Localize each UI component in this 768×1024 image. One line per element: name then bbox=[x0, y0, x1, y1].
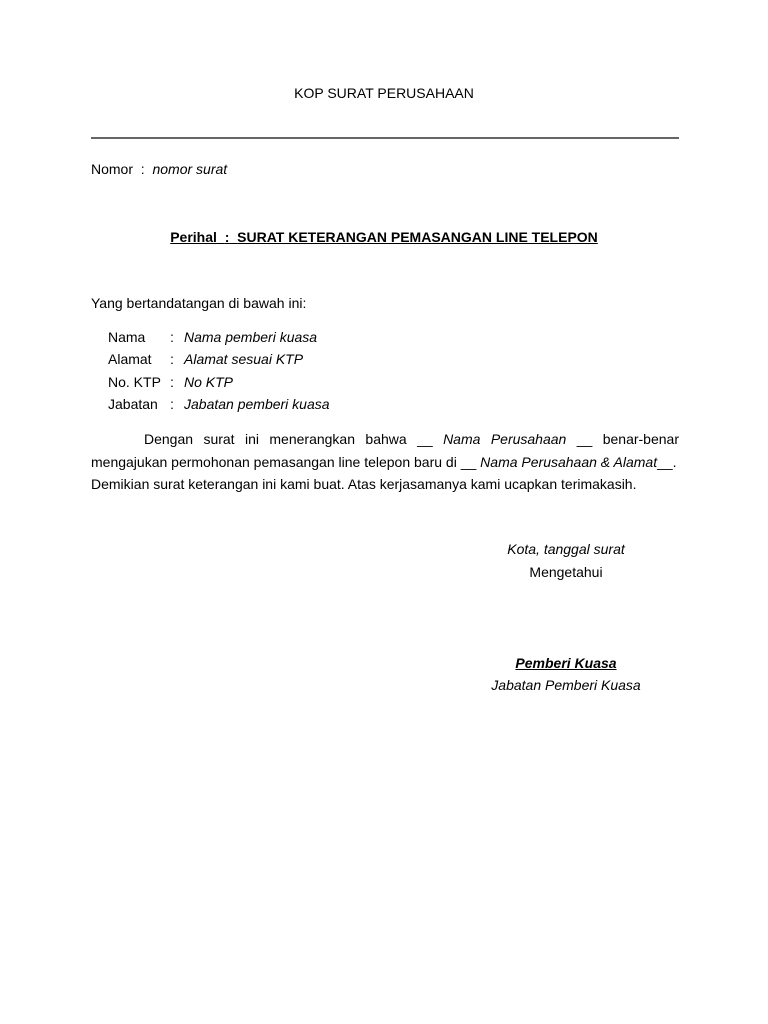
signatory-title: Jabatan Pemberi Kuasa bbox=[491, 677, 641, 693]
letter-number-label: Nomor bbox=[91, 161, 134, 177]
detail-colon: : bbox=[170, 351, 174, 367]
detail-label-nama: Nama bbox=[108, 329, 146, 345]
detail-colon: : bbox=[170, 396, 174, 412]
body-text: __. bbox=[657, 453, 677, 470]
detail-value-nama: Nama pemberi kuasa bbox=[184, 329, 318, 345]
letter-subject bbox=[0, 230, 768, 244]
detail-value-alamat: Alamat sesuai KTP bbox=[184, 351, 304, 367]
detail-value-ktp: No KTP bbox=[184, 374, 234, 390]
letterhead-title: KOP SURAT PERUSAHAAN bbox=[294, 85, 474, 101]
company-name-placeholder: Nama Perusahaan bbox=[443, 431, 567, 447]
acknowledge-label: Mengetahui bbox=[529, 564, 603, 580]
letter-subject-label: Perihal bbox=[170, 229, 217, 245]
body-line-1 bbox=[91, 428, 679, 451]
detail-label-ktp: No. KTP bbox=[108, 374, 161, 390]
body-line-3: Demikian surat keterangan ini kami buat. Atas kerjasamanya kami ucapkan terimakasih. bbox=[91, 476, 637, 492]
letter-subject-colon: : bbox=[224, 229, 230, 245]
body-line-2 bbox=[91, 451, 679, 474]
letter-subject-value: SURAT KETERANGAN PEMASANGAN LINE TELEPON bbox=[237, 229, 598, 245]
signatory-name: Pemberi Kuasa bbox=[515, 655, 617, 671]
intro-text: Yang bertandatangan di bawah ini: bbox=[91, 295, 307, 311]
letterhead-divider bbox=[91, 137, 679, 139]
letter-number bbox=[91, 162, 227, 176]
body-text: Dengan surat ini menerangkan bahwa __ bbox=[144, 431, 444, 447]
detail-label-jabatan: Jabatan bbox=[108, 396, 158, 412]
company-address-placeholder: Nama Perusahaan & Alamat bbox=[480, 453, 658, 470]
body-paragraph bbox=[91, 428, 679, 496]
letter-number-colon: : bbox=[140, 161, 145, 177]
place-date: Kota, tanggal surat bbox=[507, 541, 625, 557]
detail-label-alamat: Alamat bbox=[108, 351, 152, 367]
body-text: mengajukan permohonan pemasangan line telepon baru di __ bbox=[91, 453, 481, 470]
letter-number-value: nomor surat bbox=[152, 161, 228, 177]
detail-colon: : bbox=[170, 329, 174, 345]
detail-value-jabatan: Jabatan pemberi kuasa bbox=[184, 396, 330, 412]
body-text: __ benar-benar bbox=[566, 431, 679, 447]
detail-colon: : bbox=[170, 374, 174, 390]
